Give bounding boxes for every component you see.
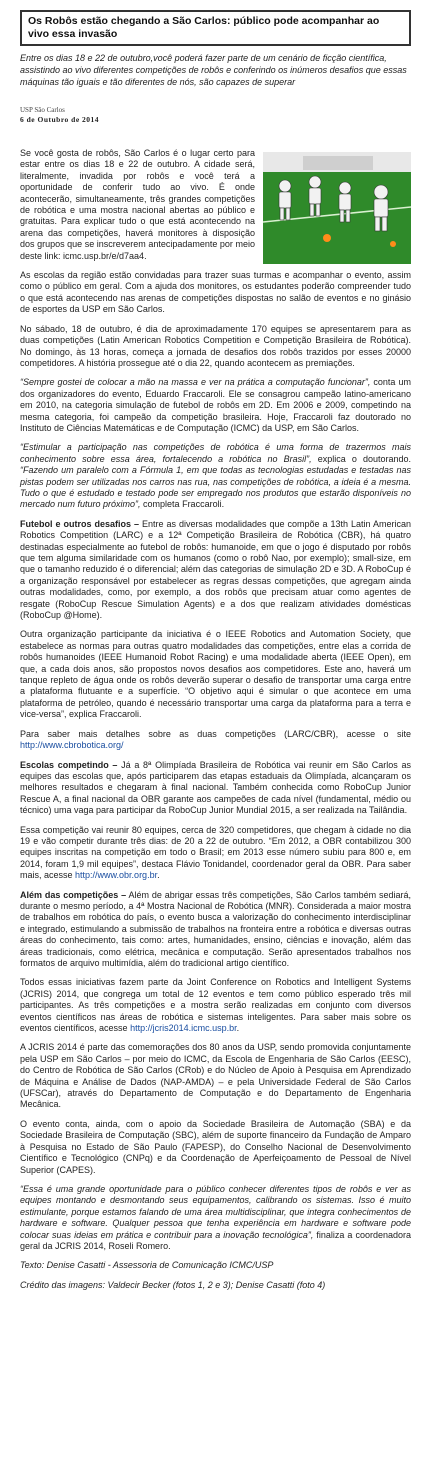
paragraph-5-mid: explica o doutorando. xyxy=(311,453,411,464)
section-heading-escolas: Escolas competindo – xyxy=(20,759,118,770)
paragraph-15-end: finaliza a coordenadora geral da JCRIS 2014, Roseli Romero. xyxy=(20,1229,411,1251)
paragraph-11 xyxy=(20,890,411,970)
paragraph-12 xyxy=(20,977,411,1034)
credit-images: Crédito das imagens: Valdecir Becker (fotos 1, 2 e 3); Denise Casatti (foto 4) xyxy=(20,1279,326,1290)
paragraph-2: As escolas da região estão convidadas para trazer suas turmas e acompanhar o evento, assim como o público em geral. Com a ajuda dos monitores, os estudantes poderão compreender tudo o que está acontecendo nas arenas de competições dispostas no salão de eventos e no ginásio de esportes da USP em São Carlos. xyxy=(20,270,411,315)
paragraph-11-rest: Além de abrigar essas três competições, São Carlos também sediará, durante o mesmo período, a 4ª Mostra Nacional de Robótica (MNR). Considerada a maior mostra de trabalhos em robótica do país, o evento busca a valorização do conhecimento interdisciplinar e integrado, estimulando a submissão de trabalhos na fronteira entre a robótica e diversas outras áreas do conhecimento, tais como: artes, humanidades, ensino, ciências e inovação, além das áreas tradicionais, como elétrica, mecânica e computação. Serão apresentados trabalhos nos formatos de arquivo multimídia, além do tradicional artigo científico. xyxy=(20,889,411,968)
credit-text: Texto: Denise Casatti - Assessoria de Comunicação ICMC/USP xyxy=(20,1260,274,1271)
paragraph-5 xyxy=(20,442,411,510)
paragraph-9-rest: Já a 8ª Olimpíada Brasileira de Robótica vai reunir em São Carlos as equipes das escolas que, após participarem das etapas estaduais da Olimpíada, alcançaram os melhores resultados e chegaram à final nacional. Também conhecida como RoboCup Junior Rescue A, a final nacional da OBR garante aos campeões de cada nível (fundamental, médio ou técnico) uma vaga para participar da RoboCup Junior Mundial 2015, a ser realizada na Tailândia. xyxy=(20,759,411,816)
paragraph-12-text: Todos essas iniciativas fazem parte da Joint Conference on Robotics and Intelligent Systems (JCRIS) 2014, que congrega um total de 12 eventos e tem como público esperado três mil participantes. As três competições e a mostra serão realizadas em conjunto com diversos eventos científicos nas áreas de robótica e sistemas inteligentes. Para saber mais sobre os eventos científicos, acesse xyxy=(20,977,411,1034)
paragraph-12-end: . xyxy=(236,1023,240,1034)
paragraph-3: No sábado, 18 de outubro, é dia de aproximadamente 170 equipes se apresentarem para as duas competições (Latin American Robotics Competition e Competição Brasileira de Robótica). No domingo, às 13 horas, começa a jornada de desafios dos robôs trazidos por esses 20000 competidores. A história prossegue até o dia 22, quando acontecem as premiações. xyxy=(20,323,411,368)
paragraph-13: A JCRIS 2014 é parte das comemorações dos 80 anos da USP, sendo promovida conjuntamente pela USP em São Carlos – por meio do ICMC, da Escola de Engenharia de São Carlos (EESC), do Centro de Robótica de São Carlos (CRob) e do Núcleo de Apoio à Pesquisa em Aprendizado de Máquina e Análise de Dados (NAP-AMDA) – e pela Universidade Federal de São Carlos (UFSCar), através do Departamento de Computação e do Departamento de Engenharia Mecânica. xyxy=(20,1042,411,1110)
paragraph-14: O evento conta, ainda, com o apoio da Sociedade Brasileira de Automação (SBA) e da Sociedade Brasileira de Computação (SBC), além de suporte financeiro da Fundação de Amparo à Pesquisa no Estado de São Paulo (FAPESP), do Conselho Nacional de Desenvolvimento Científico e Tecnológico (CNPq) e da Coordenação de Aperfeiçoamento de Pessoal de Nível Superior (CAPES). xyxy=(20,1118,411,1175)
paragraph-1: Se você gosta de robôs, São Carlos é o lugar certo para estar entre os dias 18 e 22 de outubro. A cidade será, literalmente, invadida por robôs e você terá a oportunidade de conferir tudo ao vivo. É onde acontecerão, simultaneamente, três grandes competições de robótica e uma mostra nacional abertas ao público e gratuitas. Para explicar tudo o que está acontecendo na arena das competições, haverá monitores à disposição dos grupos que se inscreverem antecipadamente por meio deste link: icmc.usp.br/e/d7aa4. xyxy=(20,148,255,261)
quote-1: “Estimular a participação nas competições de robótica é uma forma de trazermos mais conhecimento sobre essa área, fortalecendo a robótica no Brasil”, xyxy=(20,442,411,464)
title-box xyxy=(20,10,411,46)
paragraph-8-text: Para saber mais detalhes sobre as duas competições (LARC/CBR), acesse o site xyxy=(20,728,411,739)
paragraph-15 xyxy=(20,1184,411,1252)
quote-romero: “Essa é uma grande oportunidade para o público conhecer diferentes tipos de robôs e ver as equipes montando e desmontando seus equipamentos, calibrando os sistemas. Isso é muito estimulante, porque estamos falando de uma área multidisciplinar, que integra conhecimentos de hardware e software. Qualquer pessoa que tenha experiência em hardware e software pode colocar suas ideias em prática e contribuir para a inovação tecnológica”, xyxy=(20,1183,411,1240)
paragraph-4 xyxy=(20,377,411,434)
paragraph-6-rest: Entre as diversas modalidades que compõe a 13th Latin American Robotics Competition (LARC) e a 12ª Competição Brasileira de Robótica (CBR), há quatro destinadas especialmente ao futebol de robôs: humanoide, em que o jogo é disputado por robôs que tem alguma similaridade com os humanos (como o robô Nao, por exemplo); small-size, em que o tamanho reduzido é o diferencial; além das categorias de simulação 2D e 3D. A RoboCup é a organização responsável por estabelecer as regras dessas competições, que agregam ainda outras modalidades, como, por exemplo, a dos robôs que precisam atuar como agentes de resgate (RoboCup Rescue Simulation Agents) e a dos que realizam atividades domésticas (RoboCup @Home). xyxy=(20,518,411,621)
paragraph-5-end: completa Fraccaroli. xyxy=(140,499,225,510)
article-title: Os Robôs estão chegando a São Carlos: público pode acompanhar ao vivo essa invasão xyxy=(28,15,380,40)
article-body xyxy=(20,148,411,1291)
paragraph-4-rest: conta um dos organizadores do evento, Eduardo Fraccaroli. Ele se consagrou campeão latino-americano em 2010, na categoria simulação de futebol de robôs em 2D. Em 2006 e 2009, competindo na mesma categoria, foi campeão da competição brasileira. Hoje, Fraccaroli faz doutorado no Instituto de Ciências Matemáticas e de Computação (ICMC) da USP, em São Carlos. xyxy=(20,377,411,433)
jcris-link[interactable]: http://jcris2014.icmc.usp.br xyxy=(130,1023,237,1034)
cbrobotica-link[interactable]: http://www.cbrobotica.org/ xyxy=(20,740,124,751)
paragraph-7: Outra organização participante da iniciativa é o IEEE Robotics and Automation Society, que estabelece as normas para outras quatro modalidades das competições, entre elas a corrida de robôs humanoides (IEEE Humanoid Robot Racing) e uma modalidade aberta (IEEE Open), em que, a cada dois anos, são propostos novos desafios aos competidores. Este ano, haverá um tanque repleto de água onde os robôs deverão superar o desafio de transportar uma carga entre a plataforma flutuante e a superfície. “O objetivo aqui é simular o que acontece em uma plataforma de petróleo, quando é necessário transportar uma carga da plataforma para a terra e vice-versa”, explica Fraccaroli. xyxy=(20,629,411,720)
paragraph-8 xyxy=(20,729,411,752)
article-source: USP São Carlos xyxy=(20,106,65,114)
quote-2: “Fazendo um paralelo com a Fórmula 1, em que todas as tecnologias estudadas e testadas nas pistas podem ser utilizadas nos carros nas rua, nas competições de robótica, a ideia é a mesma. Tudo o que é estudado e testado pode ser empregado nos produtos que estarão disponíveis no mercado num futuro próximo”, xyxy=(20,465,411,510)
article-lead: Entre os dias 18 e 22 de outubro,você poderá fazer parte de um cenário de ficção científica, assistindo ao vivo diferentes competições de robôs e conferindo os inúmeros desafios que essas máquinas tão iguais e tão diferentes de nós, são capazes de superar xyxy=(20,53,407,87)
paragraph-10-text: Essa competição vai reunir 80 equipes, cerca de 320 competidores, que chegam à cidade no dia 19 e vão competir durante três dias: de 20 a 22 de outubro. “Em 2012, a OBR contabilizou 300 equipes inscritas na competição em todo o Brasil; em 2013 esse número subiu para 800 e, em 2014, foram 1,9 mil equipes”, destaca Flávio Tonidandel, coordenador geral da OBR. Para saber mais, acesse xyxy=(20,824,411,881)
paragraph-10-end: . xyxy=(157,870,160,881)
quote-fraccaroli: “Sempre gostei de colocar a mão na massa e ver na prática a computação funcionar”, xyxy=(20,377,371,388)
robot-soccer-photo xyxy=(263,152,411,264)
obr-link[interactable]: http://www.obr.org.br xyxy=(75,870,158,881)
paragraph-10 xyxy=(20,825,411,882)
article-date: 6 de Outubro de 2014 xyxy=(20,115,100,124)
section-heading-alem: Além das competições – xyxy=(20,889,127,900)
paragraph-6 xyxy=(20,519,411,622)
paragraph-9 xyxy=(20,760,411,817)
section-heading-futebol: Futebol e outros desafios – xyxy=(20,518,139,529)
